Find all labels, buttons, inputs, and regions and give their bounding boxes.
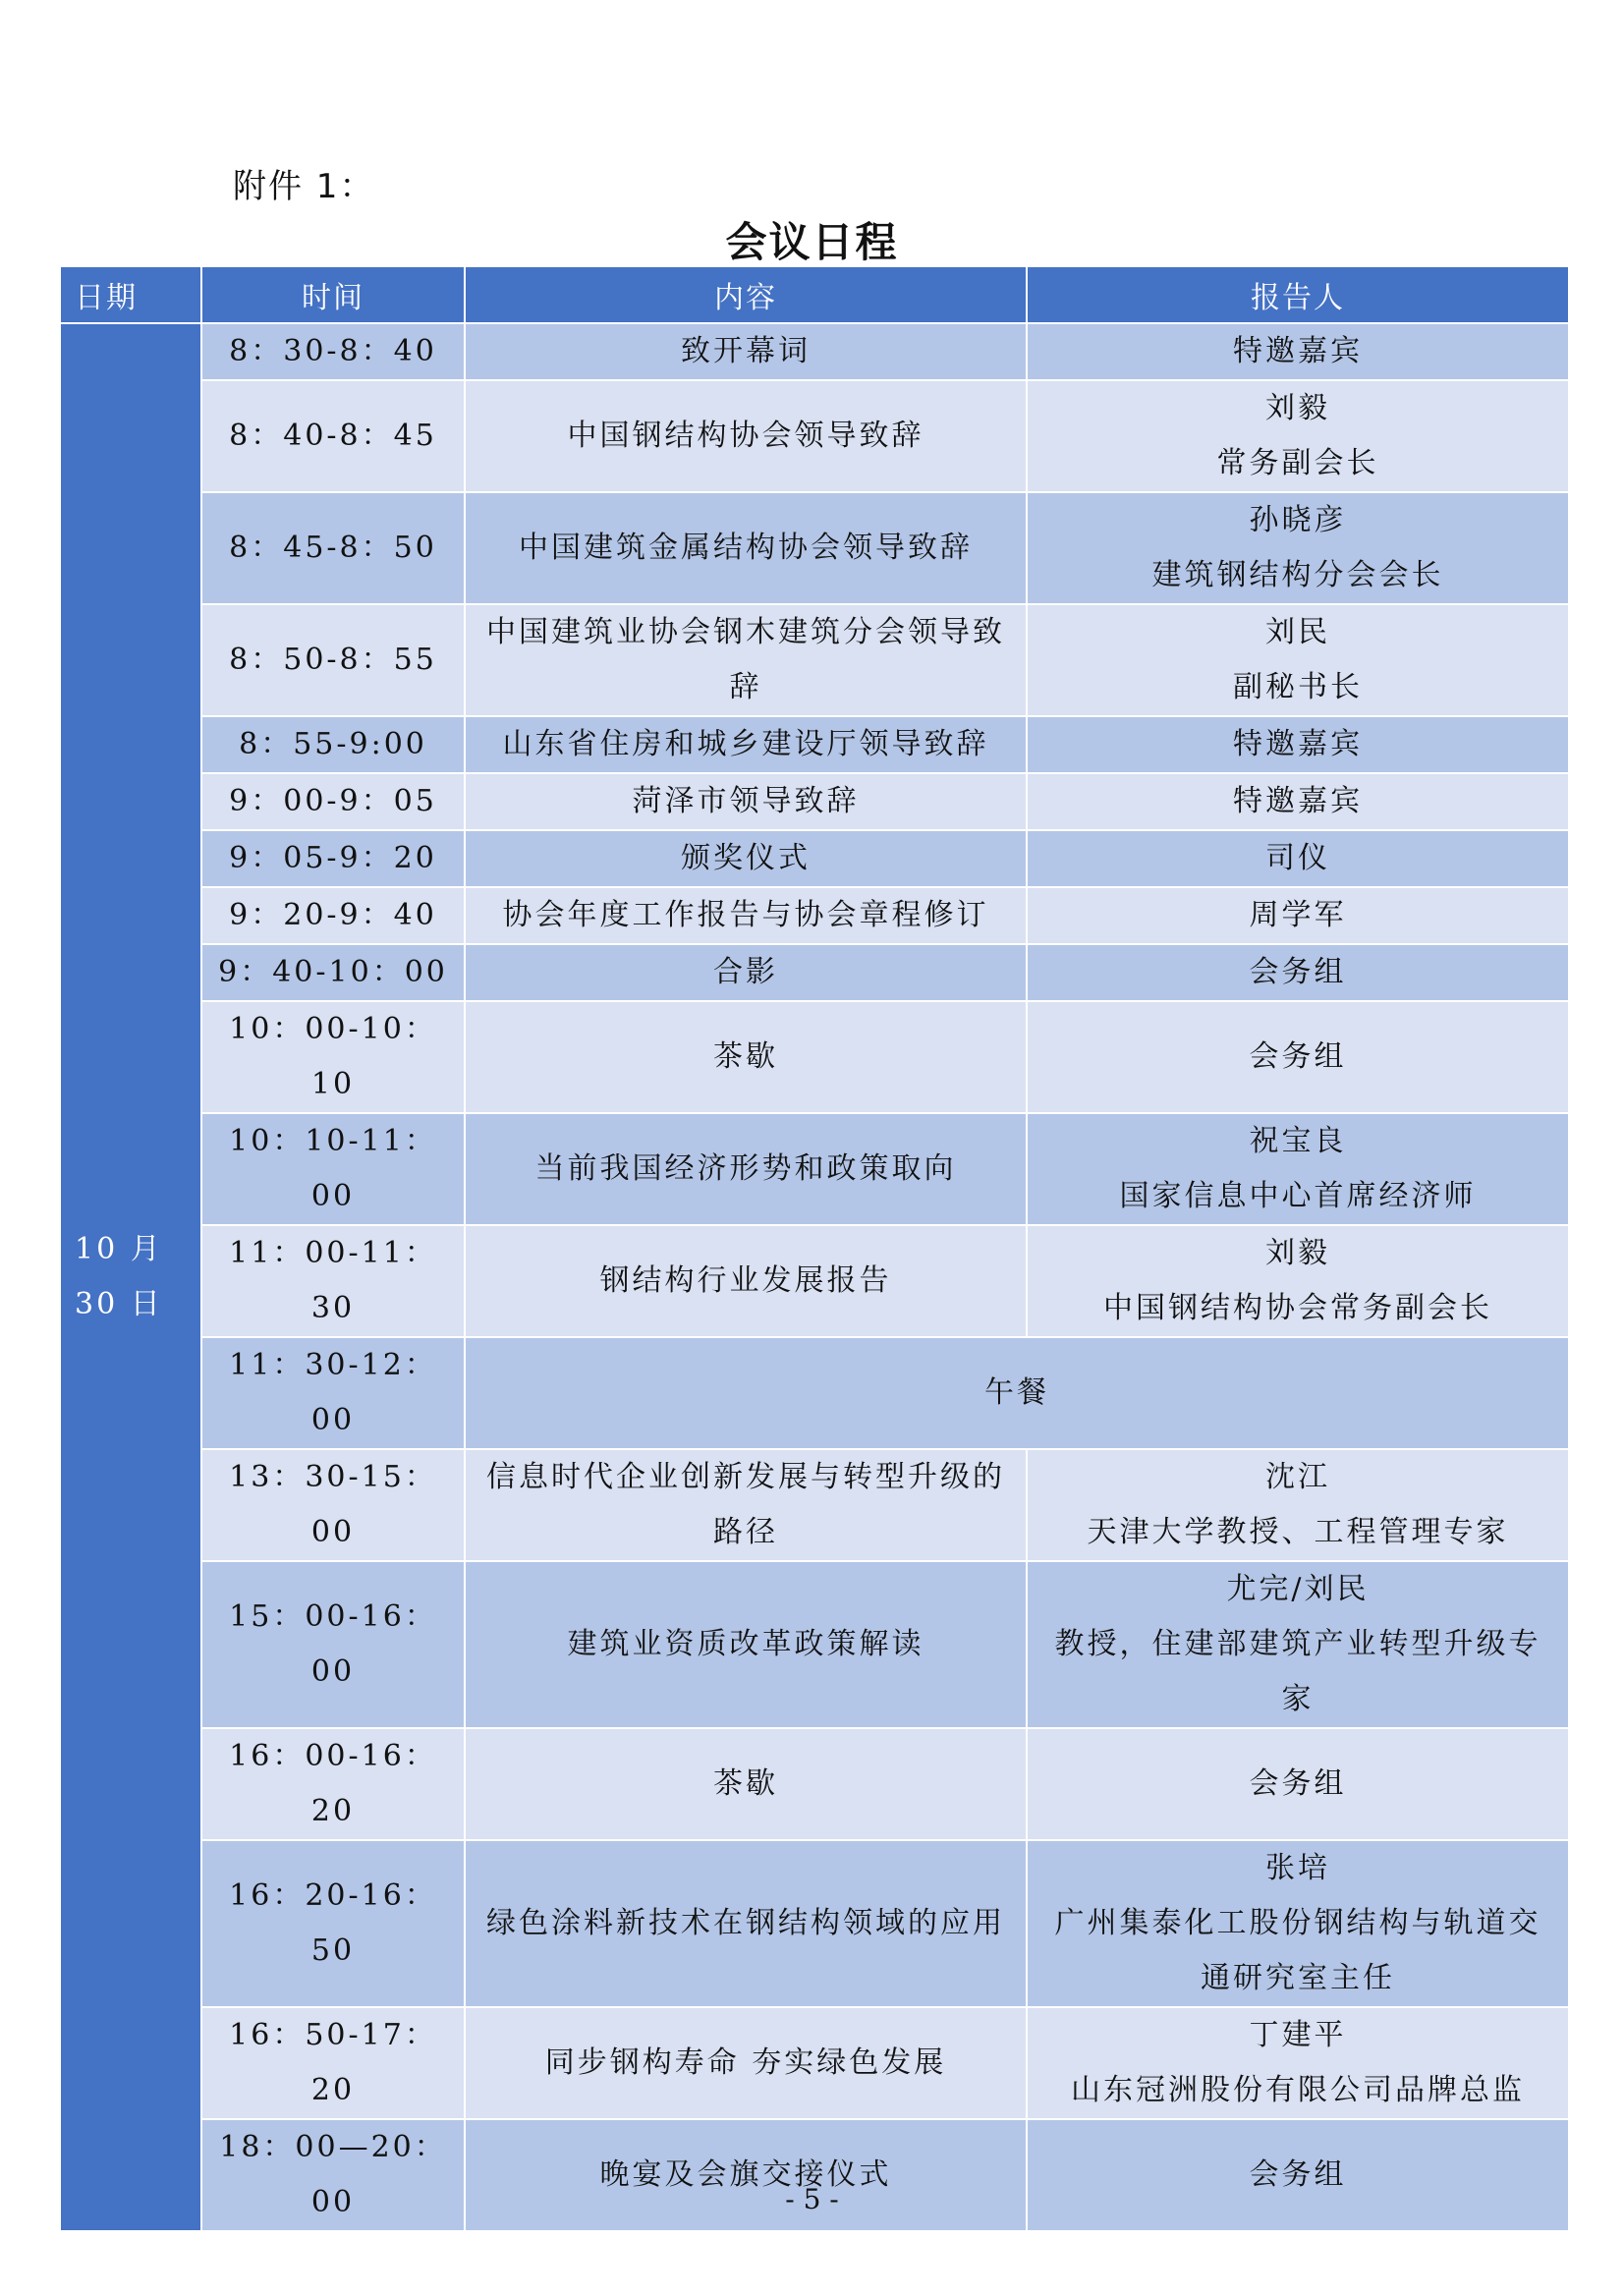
speaker-line: 教授，住建部建筑产业转型升级专	[1054, 1627, 1541, 1661]
content-line: 中国钢结构协会领导致辞	[567, 419, 924, 453]
table-row	[60, 716, 1569, 773]
table-row	[60, 1001, 1569, 1113]
header-date: 日期	[60, 266, 201, 323]
table-row	[60, 1561, 1569, 1728]
content-line: 信息时代企业创新发展与转型升级的	[486, 1460, 1005, 1494]
content-cell	[465, 1840, 1027, 2007]
time-cell: 11：00-11：30	[201, 1225, 465, 1337]
table-row	[60, 604, 1569, 716]
speaker-cell	[1027, 944, 1569, 1001]
speaker-cell	[1027, 887, 1569, 944]
speaker-line: 司仪	[1265, 841, 1330, 875]
speaker-line: 天津大学教授、工程管理专家	[1087, 1515, 1509, 1549]
table-row	[60, 380, 1569, 492]
speaker-line: 孙晓彦	[1249, 503, 1347, 537]
time-cell: 9：20-9：40	[201, 887, 465, 944]
time-cell: 15：00-16：00	[201, 1561, 465, 1728]
content-cell	[465, 2007, 1027, 2119]
content-line: 茶歇	[713, 1039, 778, 1074]
time-cell: 16：00-16：20	[201, 1728, 465, 1840]
time-cell: 16：20-16：50	[201, 1840, 465, 2007]
time-cell: 8：50-8：55	[201, 604, 465, 716]
content-cell	[465, 1449, 1027, 1561]
content-line: 颁奖仪式	[681, 841, 811, 875]
speaker-cell	[1027, 492, 1569, 604]
content-cell	[465, 887, 1027, 944]
time-cell: 10：10-11：00	[201, 1113, 465, 1225]
speaker-line: 建筑钢结构分会会长	[1151, 558, 1444, 592]
content-line: 钢结构行业发展报告	[599, 1263, 892, 1298]
speaker-line: 通研究室主任	[1201, 1961, 1395, 1995]
speaker-line: 会务组	[1249, 955, 1347, 989]
table-row	[60, 1728, 1569, 1840]
speaker-line: 特邀嘉宾	[1233, 334, 1363, 368]
speaker-line: 山东冠洲股份有限公司品牌总监	[1071, 2073, 1525, 2107]
attachment-label: 附件 1：	[233, 167, 375, 206]
speaker-cell	[1027, 323, 1569, 380]
content-line: 当前我国经济形势和政策取向	[534, 1151, 957, 1186]
table-row	[60, 1113, 1569, 1225]
speaker-line: 广州集泰化工股份钢结构与轨道交	[1054, 1906, 1541, 1940]
speaker-line: 会务组	[1249, 1039, 1347, 1074]
content-line: 茶歇	[713, 1766, 778, 1801]
speaker-line: 张培	[1265, 1851, 1330, 1885]
speaker-line: 沈江	[1265, 1460, 1330, 1494]
merged-cell: 午餐	[465, 1337, 1569, 1449]
content-cell	[465, 323, 1027, 380]
content-line: 绿色涂料新技术在钢结构领域的应用	[486, 1906, 1005, 1940]
schedule-body	[60, 323, 1569, 2231]
table-row	[60, 1449, 1569, 1561]
speaker-cell	[1027, 1113, 1569, 1225]
content-cell	[465, 1113, 1027, 1225]
time-cell: 8：40-8：45	[201, 380, 465, 492]
header-time: 时间	[201, 266, 465, 323]
content-line: 菏泽市领导致辞	[632, 784, 860, 818]
speaker-line: 刘民	[1265, 615, 1330, 649]
content-cell	[465, 380, 1027, 492]
speaker-cell	[1027, 830, 1569, 887]
content-cell	[465, 716, 1027, 773]
speaker-cell	[1027, 604, 1569, 716]
time-cell: 10：00-10：10	[201, 1001, 465, 1113]
time-cell: 9：05-9：20	[201, 830, 465, 887]
speaker-cell	[1027, 1449, 1569, 1561]
table-row	[60, 492, 1569, 604]
speaker-cell	[1027, 1561, 1569, 1728]
content-line: 同步钢构寿命 夯实绿色发展	[544, 2045, 947, 2080]
speaker-line: 祝宝良	[1249, 1124, 1347, 1158]
content-line: 致开幕词	[681, 334, 811, 368]
content-line: 路径	[713, 1515, 778, 1549]
speaker-line: 特邀嘉宾	[1233, 727, 1363, 761]
speaker-cell	[1027, 2007, 1569, 2119]
speaker-cell	[1027, 773, 1569, 830]
table-row	[60, 1225, 1569, 1337]
time-cell: 18：00—20：00	[201, 2119, 465, 2231]
speaker-line: 特邀嘉宾	[1233, 784, 1363, 818]
header-speaker: 报告人	[1027, 266, 1569, 323]
content-cell	[465, 1001, 1027, 1113]
time-cell: 16：50-17：20	[201, 2007, 465, 2119]
content-cell	[465, 944, 1027, 1001]
schedule-table	[59, 265, 1570, 2232]
content-line: 中国建筑业协会钢木建筑分会领导致	[486, 615, 1005, 649]
content-line: 合影	[713, 955, 778, 989]
table-header-row	[60, 266, 1569, 323]
speaker-cell	[1027, 380, 1569, 492]
table-row	[60, 887, 1569, 944]
content-line: 协会年度工作报告与协会章程修订	[502, 898, 989, 932]
speaker-line: 国家信息中心首席经济师	[1119, 1179, 1477, 1213]
table-row	[60, 944, 1569, 1001]
speaker-line: 副秘书长	[1233, 670, 1363, 704]
page-number: - 5 -	[785, 2183, 839, 2215]
content-cell	[465, 1561, 1027, 1728]
content-cell	[465, 1225, 1027, 1337]
time-cell: 13：30-15：00	[201, 1449, 465, 1561]
speaker-line: 常务副会长	[1216, 446, 1379, 480]
speaker-cell	[1027, 1225, 1569, 1337]
content-cell	[465, 492, 1027, 604]
speaker-cell	[1027, 1001, 1569, 1113]
table-row	[60, 323, 1569, 380]
speaker-cell	[1027, 716, 1569, 773]
table-row	[60, 2007, 1569, 2119]
content-line: 建筑业资质改革政策解读	[567, 1627, 924, 1661]
content-line: 辞	[729, 670, 762, 704]
page-title: 会议日程	[725, 218, 899, 266]
speaker-line: 周学军	[1249, 898, 1347, 932]
date-line: 10 月	[75, 1232, 163, 1266]
table-row	[60, 830, 1569, 887]
speaker-line: 家	[1281, 1682, 1315, 1716]
header-content: 内容	[465, 266, 1027, 323]
time-cell: 11：30-12：00	[201, 1337, 465, 1449]
content-line: 山东省住房和城乡建设厅领导致辞	[502, 727, 989, 761]
time-cell: 8：45-8：50	[201, 492, 465, 604]
content-cell	[465, 830, 1027, 887]
content-cell	[465, 604, 1027, 716]
speaker-line: 丁建平	[1249, 2018, 1347, 2052]
speaker-line: 中国钢结构协会常务副会长	[1103, 1291, 1492, 1325]
time-cell: 8：30-8：40	[201, 323, 465, 380]
speaker-line: 刘毅	[1265, 391, 1330, 425]
date-line: 30 日	[75, 1287, 163, 1321]
table-row	[60, 773, 1569, 830]
speaker-line: 尤完/刘民	[1226, 1572, 1370, 1606]
content-line: 晚宴及会旗交接仪式	[599, 2157, 892, 2192]
time-cell: 9：40-10：00	[201, 944, 465, 1001]
content-cell	[465, 773, 1027, 830]
speaker-line: 会务组	[1249, 1766, 1347, 1801]
speaker-cell	[1027, 1840, 1569, 2007]
content-cell	[465, 1728, 1027, 1840]
table-row	[60, 1840, 1569, 2007]
speaker-cell	[1027, 1728, 1569, 1840]
speaker-line: 会务组	[1249, 2157, 1347, 2192]
time-cell: 9：00-9：05	[201, 773, 465, 830]
date-cell	[60, 323, 201, 2231]
speaker-line: 刘毅	[1265, 1236, 1330, 1270]
time-cell: 8：55-9:00	[201, 716, 465, 773]
table-row	[60, 1337, 1569, 1449]
content-line: 中国建筑金属结构协会领导致辞	[519, 531, 973, 565]
